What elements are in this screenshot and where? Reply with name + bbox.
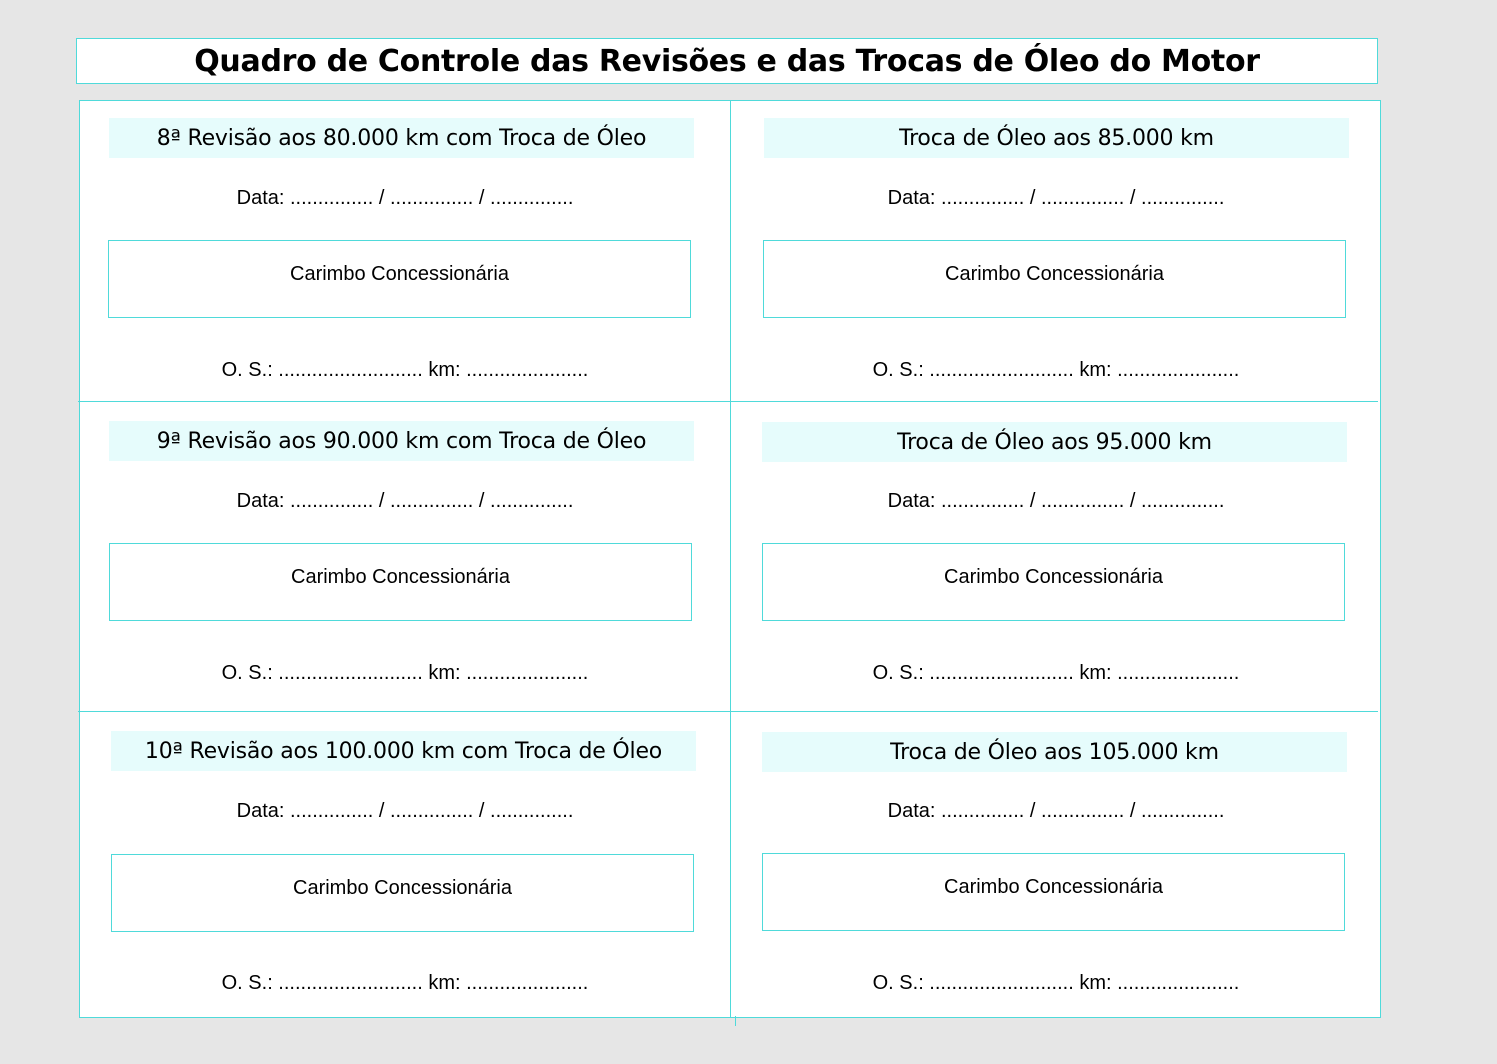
date-field: Data: ............... / ............... / ............... — [236, 800, 574, 822]
oil-change-cell-105 — [731, 712, 1381, 1017]
stamp-label: Carimbo Concessionária — [293, 877, 512, 899]
os-km-field: O. S.: .......................... km: ...................... — [221, 359, 589, 381]
os-km-field: O. S.: .......................... km: ...................... — [872, 359, 1240, 381]
cell-title: 10ª Revisão aos 100.000 km com Troca de Óleo — [111, 731, 696, 771]
oil-change-cell-95 — [731, 402, 1381, 711]
dealer-stamp-box — [763, 240, 1346, 318]
cell-title: Troca de Óleo aos 95.000 km — [762, 422, 1347, 462]
os-km-field: O. S.: .......................... km: ...................... — [872, 662, 1240, 684]
revision-cell-10 — [80, 712, 730, 1017]
dealer-stamp-box — [108, 240, 691, 318]
oil-change-cell-85 — [731, 101, 1381, 401]
cell-title: Troca de Óleo aos 105.000 km — [762, 732, 1347, 772]
dealer-stamp-box — [762, 543, 1345, 621]
cell-title: Troca de Óleo aos 85.000 km — [764, 118, 1349, 158]
date-field: Data: ............... / ............... / ............... — [236, 490, 574, 512]
revision-cell-9 — [80, 402, 730, 711]
revision-cell-8 — [80, 101, 730, 401]
date-field: Data: ............... / ............... / ............... — [887, 800, 1225, 822]
os-km-field: O. S.: .......................... km: ...................... — [872, 972, 1240, 994]
date-field: Data: ............... / ............... / ............... — [236, 187, 574, 209]
os-km-field: O. S.: .......................... km: ...................... — [221, 662, 589, 684]
date-field: Data: ............... / ............... / ............... — [887, 490, 1225, 512]
os-km-field: O. S.: .......................... km: ...................... — [221, 972, 589, 994]
cell-title: 8ª Revisão aos 80.000 km com Troca de Óleo — [109, 118, 694, 158]
date-field: Data: ............... / ............... / ............... — [887, 187, 1225, 209]
cell-title: 9ª Revisão aos 90.000 km com Troca de Óleo — [109, 421, 694, 461]
stamp-label: Carimbo Concessionária — [290, 263, 509, 285]
stamp-label: Carimbo Concessionária — [291, 566, 510, 588]
dealer-stamp-box — [109, 543, 692, 621]
dealer-stamp-box — [111, 854, 694, 932]
stamp-label: Carimbo Concessionária — [944, 566, 1163, 588]
page-title: Quadro de Controle das Revisões e das Trocas de Óleo do Motor — [76, 38, 1378, 84]
dealer-stamp-box — [762, 853, 1345, 931]
stamp-label: Carimbo Concessionária — [944, 876, 1163, 898]
revision-grid — [79, 100, 1381, 1018]
crop-mark — [735, 1016, 736, 1026]
stamp-label: Carimbo Concessionária — [945, 263, 1164, 285]
